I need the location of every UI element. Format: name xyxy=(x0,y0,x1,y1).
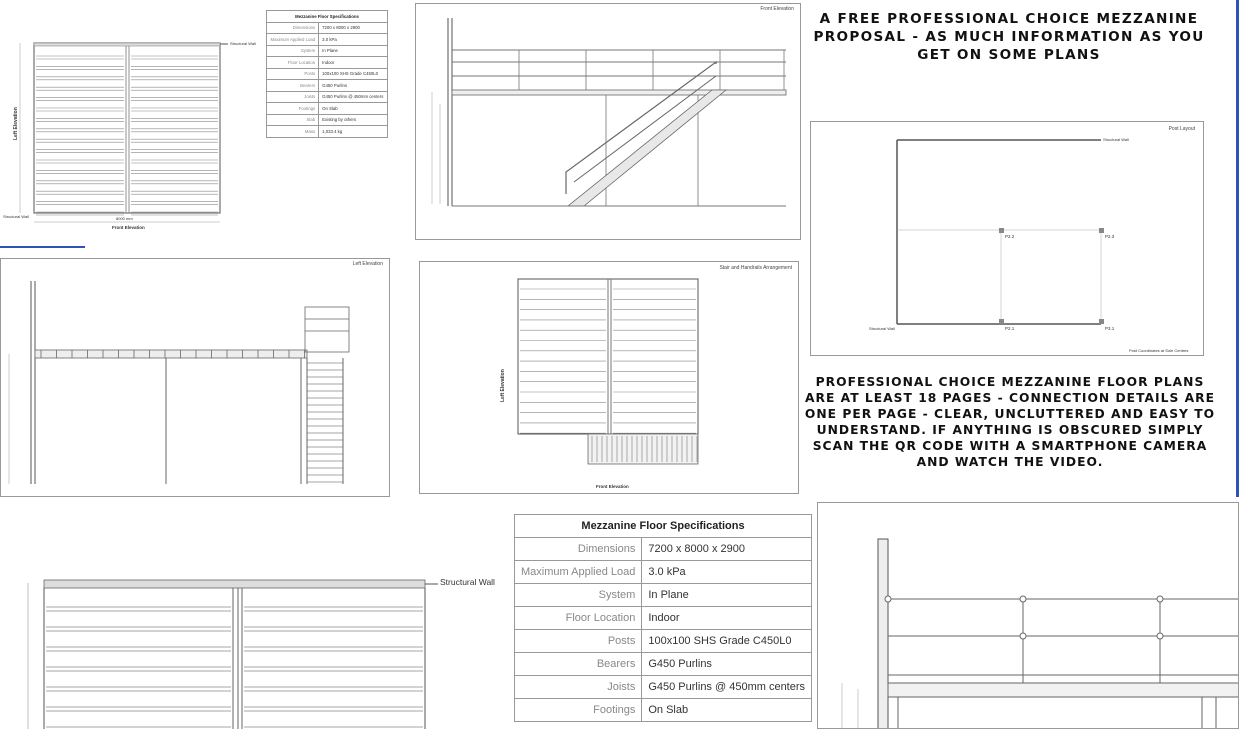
spec-table-title: Mezzanine Floor Specifications xyxy=(267,11,388,23)
spec-value: On Slab xyxy=(642,699,812,722)
spec-row xyxy=(515,676,812,699)
panel-title: Stair and Handrails Arrangement xyxy=(719,265,792,271)
spec-row xyxy=(267,22,388,34)
spec-value: G450 Purlins xyxy=(642,653,812,676)
front-elevation-stair-drawing xyxy=(416,4,801,240)
spec-value: In Plane xyxy=(319,45,388,57)
spec-value: On Slab xyxy=(319,103,388,115)
spec-key: Joists xyxy=(267,91,319,103)
enlarged-elevation-panel xyxy=(817,502,1239,729)
spec-key: Maximum Applied Load xyxy=(267,34,319,46)
spec-row xyxy=(515,538,812,561)
enlarged-elevation-drawing xyxy=(818,503,1239,729)
spec-key: Footings xyxy=(515,699,642,722)
spec-table-title: Mezzanine Floor Specifications xyxy=(515,515,812,538)
post-coordinates-caption: Post Coordinates at Sole Centres xyxy=(1129,348,1189,353)
spec-row xyxy=(267,68,388,80)
spec-key: Dimensions xyxy=(267,22,319,34)
spec-value: Indoor xyxy=(319,57,388,69)
post-layout-drawing xyxy=(811,122,1204,356)
spec-value: G450 Purlins xyxy=(319,80,388,92)
spec-table-small xyxy=(266,10,388,138)
structural-wall-label: Structural Wall xyxy=(440,577,495,587)
left-elevation-drawing xyxy=(1,259,390,497)
spec-row xyxy=(515,561,812,584)
panel-title: Left Elevation xyxy=(352,261,383,267)
post-label: P3.1 xyxy=(1105,326,1115,331)
spec-value: 100x100 SHS Grade C450L0 xyxy=(642,630,812,653)
spec-key: Floor Location xyxy=(267,57,319,69)
spec-row xyxy=(267,45,388,57)
spec-value: 7200 x 8000 x 2900 xyxy=(319,22,388,34)
structural-wall-label-bottom: Structural Wall xyxy=(3,214,29,219)
accent-bar xyxy=(0,246,85,248)
stair-plan-drawing xyxy=(420,262,799,494)
spec-value: 7200 x 8000 x 2900 xyxy=(642,538,812,561)
spec-key: Maximum Applied Load xyxy=(515,561,642,584)
spec-value: G450 Purlins @ 450mm centers xyxy=(319,91,388,103)
post-layout-panel xyxy=(810,121,1204,356)
spec-value: 100x100 SHS Grade C450L0 xyxy=(319,68,388,80)
description-paragraph: PROFESSIONAL CHOICE MEZZANINE FLOOR PLANS ARE AT LEAST 18 PAGES - CONNECTION DETAILS ARE ONE PER PAGE - CLEAR, UNCLUTTERED AND EASY TO UNDERSTAND. IF ANYTHING IS OBSCURED SIMPLY SCAN THE QR CODE WITH A SMARTPHONE CAMERA AND WATCH THE VIDEO. xyxy=(804,375,1216,469)
spec-row xyxy=(515,630,812,653)
structural-wall-label-bottom: Structural Wall xyxy=(869,326,895,331)
spec-value: Existing by others xyxy=(319,114,388,126)
spec-key: Dimensions xyxy=(515,538,642,561)
front-elevation-panel xyxy=(415,3,801,240)
spec-value: G450 Purlins @ 450mm centers xyxy=(642,676,812,699)
spec-value: 3.0 kPa xyxy=(319,34,388,46)
spec-value: 1,033.4 kg xyxy=(319,126,388,138)
spec-value: In Plane xyxy=(642,584,812,607)
spec-row xyxy=(515,653,812,676)
spec-row xyxy=(515,699,812,722)
spec-key: Bearers xyxy=(267,80,319,92)
structural-wall-label: Structural Wall xyxy=(1103,137,1129,142)
spec-key: System xyxy=(267,45,319,57)
spec-key: Slab xyxy=(267,114,319,126)
spec-value: 3.0 kPa xyxy=(642,561,812,584)
spec-row xyxy=(267,103,388,115)
panel-title: Front Elevation xyxy=(760,6,794,12)
spec-key: System xyxy=(515,584,642,607)
front-elevation-caption: Front Elevation xyxy=(596,484,629,489)
spec-key: Footings xyxy=(267,103,319,115)
spec-key: Mass xyxy=(267,126,319,138)
panel-title: Post Layout xyxy=(1168,126,1195,132)
left-elevation-panel xyxy=(0,258,390,497)
stair-arrangement-panel xyxy=(419,261,799,494)
spec-key: Bearers xyxy=(515,653,642,676)
spec-row xyxy=(267,126,388,138)
spec-table-large xyxy=(514,514,812,722)
enlarged-plan-panel xyxy=(0,513,515,729)
structural-wall-label: Structural Wall xyxy=(230,41,256,46)
spec-row xyxy=(267,57,388,69)
spec-row xyxy=(267,91,388,103)
spec-key: Posts xyxy=(515,630,642,653)
spec-row xyxy=(515,607,812,630)
spec-row xyxy=(267,114,388,126)
front-width-dimension: 8000 mm xyxy=(116,216,133,221)
spec-key: Posts xyxy=(267,68,319,80)
spec-key: Joists xyxy=(515,676,642,699)
left-elevation-axis-label: Left Elevation xyxy=(500,369,506,402)
accent-bar xyxy=(420,493,490,494)
post-label: P2.1 xyxy=(1005,326,1015,331)
spec-row xyxy=(267,34,388,46)
enlarged-front-plan-drawing xyxy=(0,513,515,729)
left-elevation-axis-label: Left Elevation xyxy=(13,107,19,140)
spec-row xyxy=(515,584,812,607)
post-label: P2.2 xyxy=(1005,234,1015,239)
headline: A FREE PROFESSIONAL CHOICE MEZZANINE PROPOSAL - AS MUCH INFORMATION AS YOU GET ON SOME PLANS xyxy=(813,11,1205,63)
plan-panel-top-left xyxy=(0,0,390,248)
spec-key: Floor Location xyxy=(515,607,642,630)
front-elevation-caption: Front Elevation xyxy=(112,225,145,230)
spec-value: Indoor xyxy=(642,607,812,630)
post-label: P2.3 xyxy=(1105,234,1115,239)
spec-row xyxy=(267,80,388,92)
